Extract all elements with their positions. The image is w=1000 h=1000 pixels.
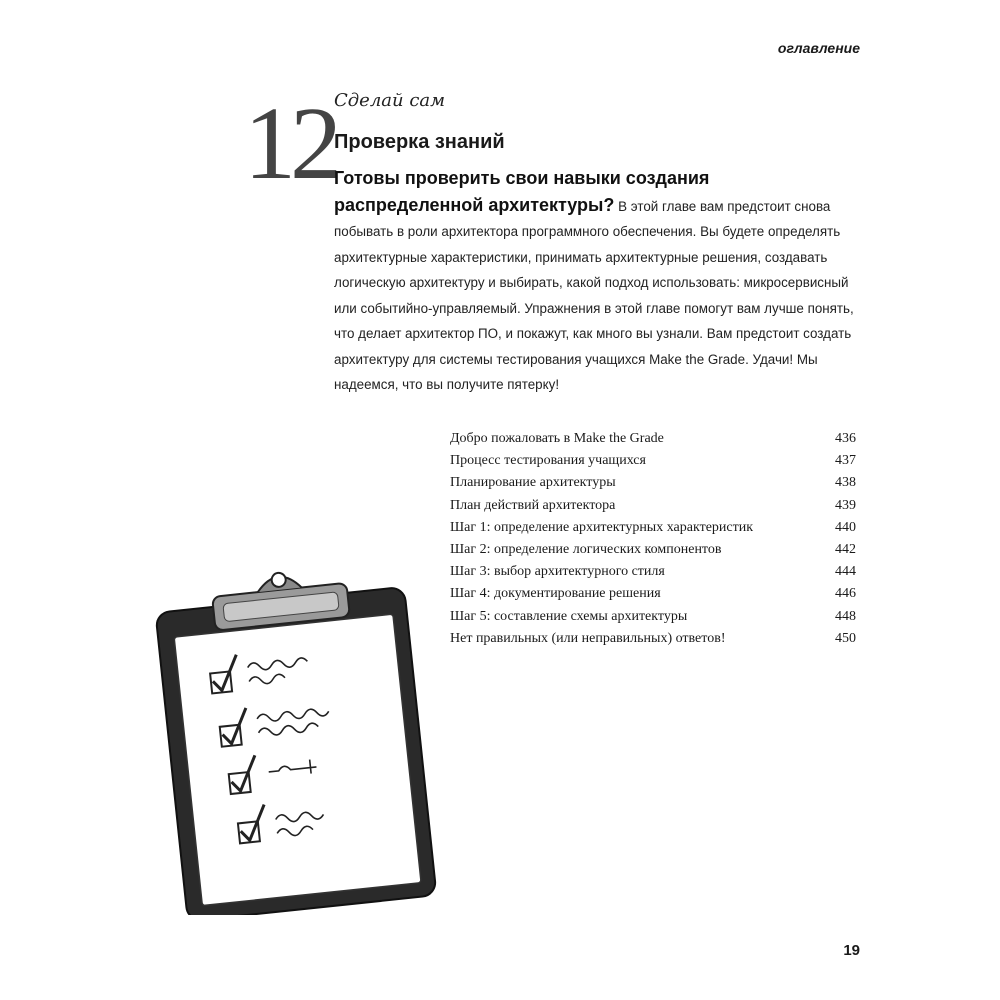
toc-entry[interactable] bbox=[450, 606, 856, 628]
toc-entry-page: 444 bbox=[835, 564, 856, 580]
toc-entry[interactable] bbox=[450, 561, 856, 583]
toc-entry-title: Добро пожаловать в Make the Grade bbox=[450, 431, 664, 446]
toc-entry[interactable] bbox=[450, 428, 856, 450]
toc-entry[interactable] bbox=[450, 472, 856, 494]
intro-lead: Готовы проверить свои навыки создания распределенной архитектуры? bbox=[334, 168, 710, 215]
intro-body: В этой главе вам предстоит снова побывать в роли архитектора программного обеспечения. Вы будете определять архитектурные характеристики, принимать архитектурные решения, создавать логическую архитектуру и выбирать, какой подход использовать: микросервисный или событийно-управляемый. Упражнения в этой главе помогут вам лучше понять, что делает архитектор ПО, и покажут, как много вы узнали. Вам предстоит создать архитектуру для системы тестирования учащихся Make the Grade. Удачи! Мы надеемся, что вы получите пятерку! bbox=[334, 198, 854, 392]
section-header-label: оглавление bbox=[777, 40, 860, 56]
toc-entry-page: 450 bbox=[835, 630, 856, 646]
toc-entry[interactable] bbox=[450, 628, 856, 650]
toc-entry-page: 437 bbox=[835, 453, 856, 469]
toc-entry[interactable] bbox=[450, 517, 856, 539]
toc-entry-page: 446 bbox=[835, 586, 856, 602]
toc-entry-title: Шаг 3: выбор архитектурного стиля bbox=[450, 564, 665, 580]
chapter-title: Проверка знаний bbox=[334, 131, 505, 153]
toc-entry[interactable] bbox=[450, 583, 856, 605]
toc-entry-title: Шаг 2: определение логических компонентов bbox=[450, 541, 722, 557]
clipboard-checklist-icon bbox=[155, 555, 440, 920]
toc-entry-page: 448 bbox=[835, 608, 856, 624]
toc-entry-title: План действий архитектора bbox=[450, 497, 616, 513]
toc-entry-title: Шаг 4: документирование решения bbox=[450, 586, 661, 602]
chapter-number: 12 bbox=[244, 86, 336, 201]
toc-entry-title: Шаг 1: определение архитектурных характеристик bbox=[450, 519, 754, 535]
toc-entry-page: 438 bbox=[835, 475, 856, 491]
table-of-contents bbox=[450, 428, 856, 650]
toc-entry-page: 439 bbox=[835, 497, 856, 513]
toc-entry[interactable] bbox=[450, 495, 856, 517]
toc-entry-page: 436 bbox=[835, 431, 856, 446]
page-number: 19 bbox=[843, 942, 860, 959]
toc-entry-title: Процесс тестирования учащихся bbox=[450, 453, 646, 469]
toc-entry-page: 440 bbox=[835, 519, 856, 535]
toc-entry-page: 442 bbox=[835, 541, 856, 557]
toc-entry-title: Нет правильных (или неправильных) ответов! bbox=[450, 630, 726, 646]
toc-entry[interactable] bbox=[450, 450, 856, 472]
toc-entry[interactable] bbox=[450, 539, 856, 561]
toc-entry-title: Шаг 5: составление схемы архитектуры bbox=[450, 608, 688, 624]
chapter-intro bbox=[334, 166, 862, 398]
toc-entry-title: Планирование архитектуры bbox=[450, 475, 616, 491]
chapter-script-label: Сделай сам bbox=[334, 90, 446, 111]
